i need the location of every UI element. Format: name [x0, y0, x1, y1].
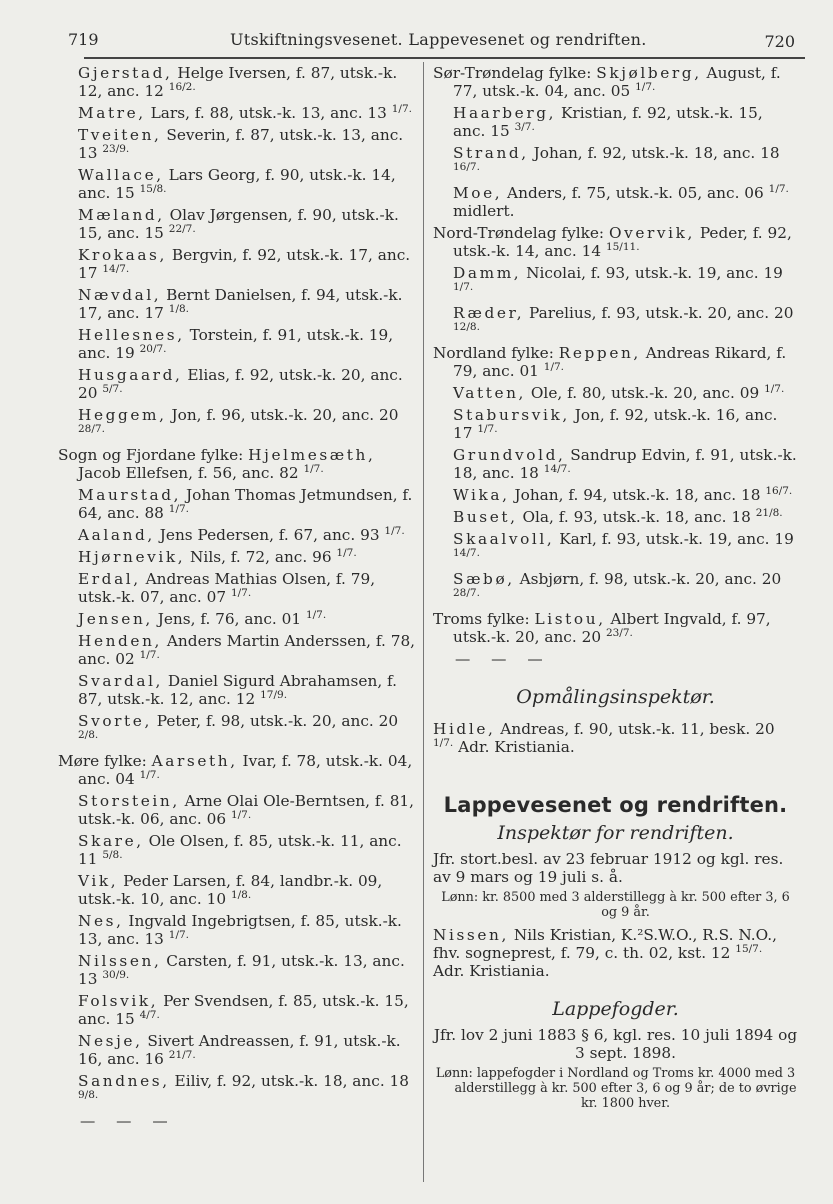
entry-text: Eiliv, f. 92, utsk.-k. 18, anc. 18 — [169, 1072, 410, 1090]
lappefogder-heading: Lappefogder. — [552, 998, 679, 1020]
list-item — [433, 144, 798, 180]
list-item — [58, 570, 418, 606]
entry-fraction: 1/7. — [768, 182, 789, 195]
lappefogder-lonn: Lønn: lappefogder i Nordland og Troms kr. 4000 med 3 alderstillegg à kr. 500 efter 3, 6 og 9 år; de to øvrige kr. 1800 hver. — [435, 1066, 797, 1111]
list-item — [58, 486, 418, 522]
entry-fraction: 1/7. — [764, 382, 785, 395]
entry-name: Folsvik, — [78, 992, 159, 1010]
entry-fraction: 20/7. — [139, 342, 167, 355]
list-item — [433, 264, 798, 300]
page-number-left: 719 — [68, 30, 99, 49]
list-item — [58, 610, 418, 628]
entry-fraction: 1/7. — [230, 808, 252, 821]
list-item — [433, 224, 798, 260]
entry-prefix: Nordland fylke: — [433, 344, 559, 362]
entry-name: Husgaard, — [78, 366, 183, 384]
list-item — [433, 64, 798, 100]
entry-fraction: 1/7. — [139, 768, 160, 781]
entry-fraction: 9/8. — [78, 1088, 99, 1101]
list-item — [58, 526, 418, 544]
entry-text: Johan Thomas Jetmundsen, f. 64, anc. 88 — [78, 486, 413, 522]
entry-text: Jon, f. 96, utsk.-k. 20, anc. 20 — [166, 406, 399, 424]
entry-name: Moe, — [453, 184, 503, 202]
entry-name: Reppen, — [558, 344, 641, 362]
entry-fraction: 1/7. — [305, 608, 327, 621]
entry-text: Jens, f. 76, anc. 01 — [152, 610, 306, 628]
list-item — [58, 832, 418, 868]
entry-fraction: 21/7. — [168, 1048, 196, 1061]
entry-text: Bernt Danielsen, f. 94, utsk.-k. 17, anc. 17 — [78, 286, 403, 322]
entry-fraction: 1/8. — [168, 302, 190, 315]
entry-text: Ole Olsen, f. 85, utsk.-k. 11, anc. 11 — [78, 832, 402, 868]
list-item — [58, 446, 418, 482]
entry-text: Elias, f. 92, utsk.-k. 20, anc. 20 — [78, 366, 403, 402]
entry-fraction: 1/7. — [168, 928, 190, 941]
entry-prefix: Sogn og Fjordane fylke: — [58, 446, 249, 464]
entry-text: Peter, f. 98, utsk.-k. 20, anc. 20 — [151, 712, 399, 730]
list-item — [58, 286, 418, 322]
right-entry-list — [433, 64, 798, 646]
list-item — [58, 326, 418, 362]
entry-fraction: 12/8. — [453, 320, 480, 333]
entry-fraction: 1/7. — [336, 546, 357, 559]
entry-name: Buset, — [453, 508, 518, 526]
entry-text: Peder Larsen, f. 84, landbr.-k. 09, utsk.-k. 10, anc. 10 — [78, 872, 383, 908]
entry-fraction: 16/2. — [168, 80, 196, 93]
entry-name: Haarberg, — [453, 104, 557, 122]
entry-name: Erdal, — [78, 570, 141, 588]
entry-text: Albert Ingvald, f. 97, utsk.-k. 20, anc. 20 — [453, 610, 771, 646]
entry-fraction: 1/7. — [303, 462, 324, 475]
opmaaling-heading: Opmålingsinspektør. — [516, 686, 715, 708]
list-item — [433, 570, 798, 606]
list-item — [58, 548, 418, 566]
entry-name: Mæland, — [78, 206, 165, 224]
entry-text: Asbjørn, f. 98, utsk.-k. 20, anc. 20 — [514, 570, 782, 588]
list-item — [58, 246, 418, 282]
entry-fraction: 28/7. — [453, 586, 480, 599]
list-item — [58, 792, 418, 828]
list-item — [58, 206, 418, 242]
entry-fraction: 16/7. — [453, 160, 480, 173]
entry-text: Arne Olai Ole-Berntsen, f. 81, utsk.-k. 06, anc. 06 — [78, 792, 415, 828]
entry-fraction: 30/9. — [102, 968, 130, 981]
entry-text: Anders, f. 75, utsk.-k. 05, anc. 06 — [502, 184, 769, 202]
entry-after: midlert. — [453, 202, 515, 220]
running-title: Utskiftningsvesenet. Lappevesenet og rendriften. — [230, 30, 647, 49]
entry-fraction: 14/7. — [453, 546, 480, 559]
list-item — [58, 1072, 418, 1108]
list-item — [58, 366, 418, 402]
entry-name: Svorte, — [78, 712, 152, 730]
entry-fraction: 5/8. — [102, 848, 123, 861]
left-column — [58, 64, 418, 1136]
entry-fraction: 22/7. — [168, 222, 196, 235]
entry-name: Hjørnevik, — [78, 548, 186, 566]
entry-fraction: 1/7. — [453, 280, 474, 293]
list-item — [58, 406, 418, 442]
entry-fraction: 17/9. — [260, 688, 288, 701]
entry-name: Grundvold, — [453, 446, 566, 464]
list-item — [58, 166, 418, 202]
entry-name: Overvik, — [608, 224, 695, 242]
entry-text: Sandrup Edvin, f. 91, utsk.-k. 18, anc. 18 — [453, 446, 797, 482]
lappefogder-jfr: Jfr. lov 2 juni 1883 § 6, kgl. res. 10 juli 1894 og 3 sept. 1898. — [433, 1026, 798, 1062]
list-item — [433, 530, 798, 566]
list-item — [433, 610, 798, 646]
entry-name: Nes, — [78, 912, 124, 930]
entry-text: Lars Georg, f. 90, utsk.-k. 14, anc. 15 — [78, 166, 396, 202]
entry-name: Krokaas, — [78, 246, 167, 264]
entry-text: Ivar, f. 78, utsk.-k. 04, anc. 04 — [78, 752, 413, 788]
entry-name: Jensen, — [78, 610, 153, 628]
entry-fraction: 2/8. — [78, 728, 99, 741]
entry-name: Svardal, — [78, 672, 164, 690]
entry-fraction: 21/8. — [755, 506, 783, 519]
entry-fraction: 1/7. — [168, 502, 190, 515]
entry-text: Per Svendsen, f. 85, utsk.-k. 15, anc. 15 — [78, 992, 409, 1028]
inspektor-jfr: Jfr. stort.besl. av 23 februar 1912 og kgl. res. av 9 mars og 19 juli s. å. — [433, 850, 784, 886]
entry-name: Aaland, — [78, 526, 155, 544]
page-number-right: 720 — [764, 32, 795, 51]
entry-fraction: 16/7. — [765, 484, 793, 497]
right-end-dash: — — — — [455, 650, 551, 668]
entry-text: Parelius, f. 93, utsk.-k. 20, anc. 20 — [524, 304, 794, 322]
entry-name: Skjølberg, — [596, 64, 702, 82]
entry-name: Skaalvoll, — [453, 530, 555, 548]
entry-fraction: 23/9. — [102, 142, 130, 155]
entry-name: Hellesnes, — [78, 326, 185, 344]
list-item — [58, 752, 418, 788]
list-item — [58, 712, 418, 748]
entry-fraction: 23/7. — [605, 626, 633, 639]
entry-name: Strand, — [453, 144, 529, 162]
entry-name: Damm, — [453, 264, 522, 282]
entry-fraction: 14/7. — [543, 462, 571, 475]
entry-name: Storstein, — [78, 792, 180, 810]
entry-text: Andreas Mathias Olsen, f. 79, utsk.-k. 07, anc. 07 — [78, 570, 376, 606]
entry-text: Johan, f. 92, utsk.-k. 18, anc. 18 — [528, 144, 780, 162]
page-header — [62, 30, 803, 54]
lappevesenet-heading: Lappevesenet og rendriften. — [443, 793, 788, 817]
entry-fraction: 1/7. — [433, 736, 454, 749]
entry-name: Heggem, — [78, 406, 167, 424]
entry-text: Helge Iversen, f. 87, utsk.-k. 12, anc. 12 — [78, 64, 398, 100]
entry-text: Andreas, f. 90, utsk.-k. 11, besk. 20 — [495, 720, 775, 738]
entry-name: Maurstad, — [78, 486, 182, 504]
column-divider — [423, 62, 424, 1182]
list-item — [433, 184, 798, 220]
entry-text: Carsten, f. 91, utsk.-k. 13, anc. 13 — [78, 952, 405, 988]
entry-text: Lars, f. 88, utsk.-k. 13, anc. 13 — [145, 104, 392, 122]
list-item — [433, 384, 798, 402]
entry-text: Karl, f. 93, utsk.-k. 19, anc. 19 — [554, 530, 794, 548]
entry-fraction: 1/7. — [384, 524, 405, 537]
list-item — [58, 952, 418, 988]
list-item — [433, 508, 798, 526]
entry-fraction: 1/7. — [543, 360, 565, 373]
entry-text: Nils Kristian, K.²S.W.O., R.S. N.O., fhv. sogneprest, f. 79, c. th. 02, kst. 12 — [433, 926, 777, 962]
entry-text: Jens Pedersen, f. 67, anc. 93 — [154, 526, 385, 544]
entry-fraction: 3/7. — [514, 120, 535, 133]
entry-text: August, f. 77, utsk.-k. 04, anc. 05 — [453, 64, 781, 100]
entry-prefix: Sør-Trøndelag fylke: — [433, 64, 597, 82]
entry-name: Ræder, — [453, 304, 525, 322]
entry-fraction: 1/8. — [230, 888, 252, 901]
entry-text: Daniel Sigurd Abrahamsen, f. 87, utsk.-k. 12, anc. 12 — [78, 672, 398, 708]
entry-name: Listou, — [534, 610, 606, 628]
list-item — [433, 446, 798, 482]
list-item — [433, 406, 798, 442]
entry-fraction: 15/7. — [735, 942, 763, 955]
entry-text: Peder, f. 92, utsk.-k. 14, anc. 14 — [453, 224, 792, 260]
entry-name: Vik, — [78, 872, 119, 890]
entry-fraction: 28/7. — [78, 422, 105, 435]
entry-name: Wallace, — [78, 166, 164, 184]
entry-text: Sivert Andreassen, f. 91, utsk.-k. 16, anc. 16 — [78, 1032, 401, 1068]
entry-fraction: 1/7. — [139, 648, 160, 661]
entry-name: Hidle, — [433, 720, 496, 738]
inspektor-heading: Inspektør for rendriften. — [497, 822, 734, 844]
entry-name: Hjelmesæth, — [248, 446, 376, 464]
entry-text: Johan, f. 94, utsk.-k. 18, anc. 18 — [509, 486, 766, 504]
entry-name: Nævdal, — [78, 286, 162, 304]
entry-name: Nissen, — [433, 926, 509, 944]
list-item — [58, 64, 418, 100]
entry-fraction: 5/7. — [102, 382, 123, 395]
entry-text: Ole, f. 80, utsk.-k. 20, anc. 09 — [526, 384, 765, 402]
entry-fraction: 15/11. — [605, 240, 640, 253]
left-entry-list — [58, 64, 418, 1108]
entry-fraction: 14/7. — [102, 262, 130, 275]
left-end-dash: — — — — [80, 1112, 176, 1130]
entry-text: Jon, f. 92, utsk.-k. 16, anc. 17 — [453, 406, 778, 442]
list-item — [58, 672, 418, 708]
list-item — [433, 344, 798, 380]
entry-prefix: Troms fylke: — [433, 610, 535, 628]
entry-text: Olav Jørgensen, f. 90, utsk.-k. 15, anc. 15 — [78, 206, 399, 242]
list-item — [58, 632, 418, 668]
entry-text: Ingvald Ingebrigtsen, f. 85, utsk.-k. 13, anc. 13 — [78, 912, 402, 948]
entry-name: Vatten, — [453, 384, 527, 402]
entry-text: Severin, f. 87, utsk.-k. 13, anc. 13 — [78, 126, 404, 162]
list-item — [58, 912, 418, 948]
entry-text: Kristian, f. 92, utsk.-k. 15, anc. 15 — [453, 104, 763, 140]
list-item — [58, 104, 418, 122]
header-rule — [84, 57, 805, 59]
entry-text: Nicolai, f. 93, utsk.-k. 19, anc. 19 — [521, 264, 783, 282]
opmaaling-entry — [433, 720, 798, 756]
entry-name: Sæbø, — [453, 570, 515, 588]
nissen-entry — [433, 926, 798, 980]
list-item — [58, 1032, 418, 1068]
entry-fraction: 1/7. — [230, 586, 252, 599]
entry-name: Nesje, — [78, 1032, 143, 1050]
entry-text: Andreas Rikard, f. 79, anc. 01 — [453, 344, 787, 380]
entry-after: Adr. Kristiania. — [453, 738, 575, 756]
entry-name: Sandnes, — [78, 1072, 170, 1090]
entry-text: Bergvin, f. 92, utsk.-k. 17, anc. 17 — [78, 246, 411, 282]
entry-name: Tveiten, — [78, 126, 162, 144]
entry-name: Aarseth, — [151, 752, 238, 770]
entry-fraction: 15/8. — [139, 182, 167, 195]
entry-text: Torstein, f. 91, utsk.-k. 19, anc. 19 — [78, 326, 394, 362]
entry-fraction: 1/7. — [391, 102, 412, 115]
entry-prefix: Møre fylke: — [58, 752, 152, 770]
entry-text: Jacob Ellefsen, f. 56, anc. 82 — [78, 464, 304, 482]
entry-name: Nilssen, — [78, 952, 162, 970]
entry-fraction: 1/7. — [477, 422, 498, 435]
list-item — [433, 104, 798, 140]
right-column — [433, 64, 798, 1115]
list-item — [58, 126, 418, 162]
entry-text: Ola, f. 93, utsk.-k. 18, anc. 18 — [517, 508, 756, 526]
entry-name: Skare, — [78, 832, 144, 850]
entry-prefix: Nord-Trøndelag fylke: — [433, 224, 609, 242]
entry-text: Anders Martin Anderssen, f. 78, anc. 02 — [78, 632, 416, 668]
list-item — [58, 992, 418, 1028]
entry-name: Gjerstad, — [78, 64, 173, 82]
entry-fraction: 4/7. — [139, 1008, 160, 1021]
entry-text: Nils, f. 72, anc. 96 — [185, 548, 337, 566]
list-item — [433, 486, 798, 504]
entry-name: Stabursvik, — [453, 406, 570, 424]
entry-after: Adr. Kristiania. — [433, 962, 550, 980]
entry-name: Henden, — [78, 632, 163, 650]
entry-name: Wika, — [453, 486, 510, 504]
entry-fraction: 1/7. — [635, 80, 656, 93]
inspektor-lonn: Lønn: kr. 8500 med 3 alderstillegg à kr. 500 efter 3, 6 og 9 år. — [441, 890, 790, 920]
list-item — [433, 304, 798, 340]
entry-name: Matre, — [78, 104, 146, 122]
list-item — [58, 872, 418, 908]
